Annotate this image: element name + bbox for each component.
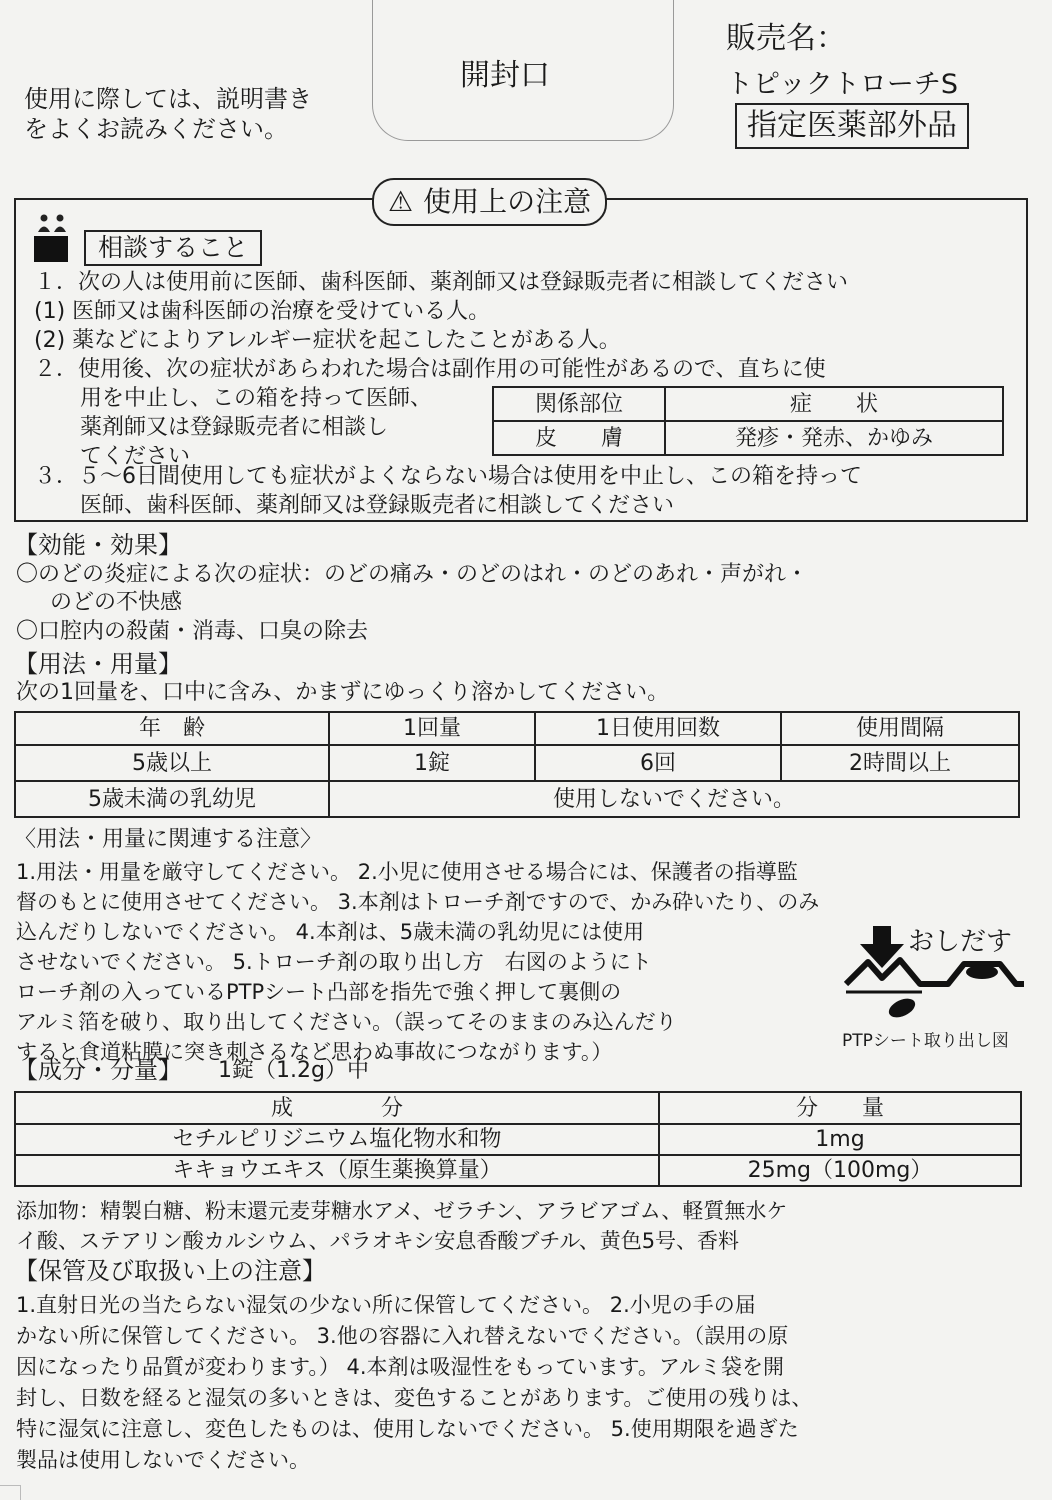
storage-line-5: 特に湿気に注意し、変色したものは、使用しないでください。 5.使用期限を過ぎた <box>16 1417 799 1441</box>
instruction-line-2: をよくお読みください。 <box>24 115 288 143</box>
dosage-header-dose: 1回量 <box>329 712 535 745</box>
ingredients-header-amount: 分 量 <box>659 1092 1021 1124</box>
additives-line-1: 添加物：精製白糖、粉末還元麦芽糖水アメ、ゼラチン、アラビアゴム、軽質無水ケ <box>16 1199 788 1223</box>
dosage-dose-cell: 1錠 <box>329 745 535 781</box>
dosage-table <box>14 711 1020 818</box>
dosage-header-times: 1日使用回数 <box>535 712 781 745</box>
storage-line-4: 封し、日数を経ると湿気の多いときは、変色することがあります。ご使用の残りは、 <box>16 1386 813 1410</box>
efficacy-line-3: 〇口腔内の殺菌・消毒、口臭の除去 <box>16 619 369 644</box>
storage-line-2: かない所に保管してください。 3.他の容器に入れ替えないでください。（誤用の原 <box>16 1324 789 1348</box>
side-effect-header-symptom: 症 状 <box>665 387 1003 421</box>
related-line-4: させないでください。 5.トローチ剤の取り出し方 右図のようにト <box>16 950 652 974</box>
related-line-6: アルミ箔を破り、取り出してください。（誤ってそのままのみ込んだり <box>16 1010 677 1034</box>
caution-line-7: てください <box>80 444 191 469</box>
caution-line-4: ２．使用後、次の症状があらわれた場合は副作用の可能性があるので、直ちに使 <box>34 357 826 382</box>
ingredient-amount-cell: 1mg <box>659 1124 1021 1155</box>
caution-title <box>372 178 607 226</box>
caution-line-5: 用を中止し、この箱を持って医師、 <box>80 386 433 411</box>
related-line-5: ローチ剤の入っているPTPシート凸部を指先で強く押して裏側の <box>16 980 622 1004</box>
push-out-label: おしだす <box>908 927 1013 957</box>
warning-triangle-icon: ⚠ <box>388 185 414 218</box>
dosage-intro: 次の1回量を、口中に含み、かまずにゆっくり溶かしてください。 <box>16 680 670 705</box>
ingredient-amount-cell: 25mg（100mg） <box>659 1155 1021 1186</box>
storage-line-3: 因になったり品質が変わります。） 4.本剤は吸湿性をもっています。アルミ袋を開 <box>16 1355 785 1379</box>
dosage-infant-cell: 5歳未満の乳幼児 <box>15 781 329 817</box>
dosage-heading: 【用法・用量】 <box>14 650 182 678</box>
side-effect-table <box>492 386 1004 456</box>
caution-line-2: (1) 医師又は歯科医師の治療を受けている人。 <box>34 299 491 324</box>
instruction-line-1: 使用に際しては、説明書き <box>24 85 312 113</box>
ingredient-name-cell: セチルピリジニウム塩化物水和物 <box>15 1124 659 1155</box>
side-effect-part-cell: 皮 膚 <box>493 421 665 455</box>
fold-corner <box>0 1485 21 1500</box>
efficacy-line-2: のどの不快感 <box>50 590 183 615</box>
opening-label: 開封口 <box>460 58 550 93</box>
ptp-figure-caption: PTPシート取り出し図 <box>842 1031 1009 1051</box>
ingredients-table <box>14 1091 1022 1187</box>
related-line-3: 込んだりしないでください。 4.本剤は、5歳未満の乳幼児には使用 <box>16 920 645 944</box>
dosage-age-cell: 5歳以上 <box>15 745 329 781</box>
dosage-times-cell: 6回 <box>535 745 781 781</box>
efficacy-line-1: 〇のどの炎症による次の症状：のどの痛み・のどのはれ・のどのあれ・声がれ・ <box>16 562 809 587</box>
storage-line-1: 1.直射日光の当たらない湿気の少ない所に保管してください。 2.小児の手の届 <box>16 1293 756 1317</box>
consult-heading: 相談すること <box>84 230 262 266</box>
ingredients-per-unit: 1錠（1.2g）中 <box>218 1058 369 1083</box>
caution-line-9: 医師、歯科医師、薬剤師又は登録販売者に相談してください <box>80 493 675 518</box>
caution-line-8: ３．５〜6日間使用しても症状がよくならない場合は使用を中止し、この箱を持って <box>34 464 862 489</box>
consult-marker-icon <box>34 236 68 262</box>
side-effect-symptom-cell: 発疹・発赤、かゆみ <box>665 421 1003 455</box>
dosage-interval-cell: 2時間以上 <box>781 745 1019 781</box>
caution-line-3: (2) 薬などによりアレルギー症状を起こしたことがある人。 <box>34 328 621 353</box>
efficacy-heading: 【効能・効果】 <box>14 531 182 559</box>
related-line-7: すると食道粘膜に突き刺さるなど思わぬ事故につながります。） <box>16 1040 613 1064</box>
sales-name-label: 販売名： <box>726 21 846 56</box>
caution-title-text: 使用上の注意 <box>423 185 592 218</box>
related-caution-heading: 〈用法・用量に関連する注意〉 <box>14 827 323 852</box>
ingredients-heading: 【成分・分量】 <box>14 1056 182 1084</box>
caution-line-1: １．次の人は使用前に医師、歯科医師、薬剤師又は登録販売者に相談してください <box>34 270 849 295</box>
storage-line-6: 製品は使用しないでください。 <box>16 1448 310 1472</box>
ingredient-name-cell: キキョウエキス（原生薬換算量） <box>15 1155 659 1186</box>
caution-line-6: 薬剤師又は登録販売者に相談し <box>80 415 389 440</box>
related-line-2: 督のもとに使用させてください。 3.本剤はトローチ剤ですので、かみ砕いたり、のみ <box>16 890 820 914</box>
dosage-infant-note: 使用しないでください。 <box>329 781 1019 817</box>
additives-line-2: イ酸、ステアリン酸カルシウム、パラオキシ安息香酸ブチル、黄色5号、香料 <box>16 1229 740 1253</box>
related-line-1: 1.用法・用量を厳守してください。 2.小児に使用させる場合には、保護者の指導監 <box>16 860 798 884</box>
dosage-header-interval: 使用間隔 <box>781 712 1019 745</box>
consult-person-icon <box>36 213 68 233</box>
category-badge: 指定医薬部外品 <box>735 103 969 149</box>
ingredients-header-name: 成 分 <box>15 1092 659 1124</box>
product-name: トピックトローチS <box>726 69 959 100</box>
side-effect-header-part: 関係部位 <box>493 387 665 421</box>
ptp-sheet-diagram <box>844 924 1024 1026</box>
storage-heading: 【保管及び取扱い上の注意】 <box>14 1257 326 1285</box>
dosage-header-age: 年 齢 <box>15 712 329 745</box>
